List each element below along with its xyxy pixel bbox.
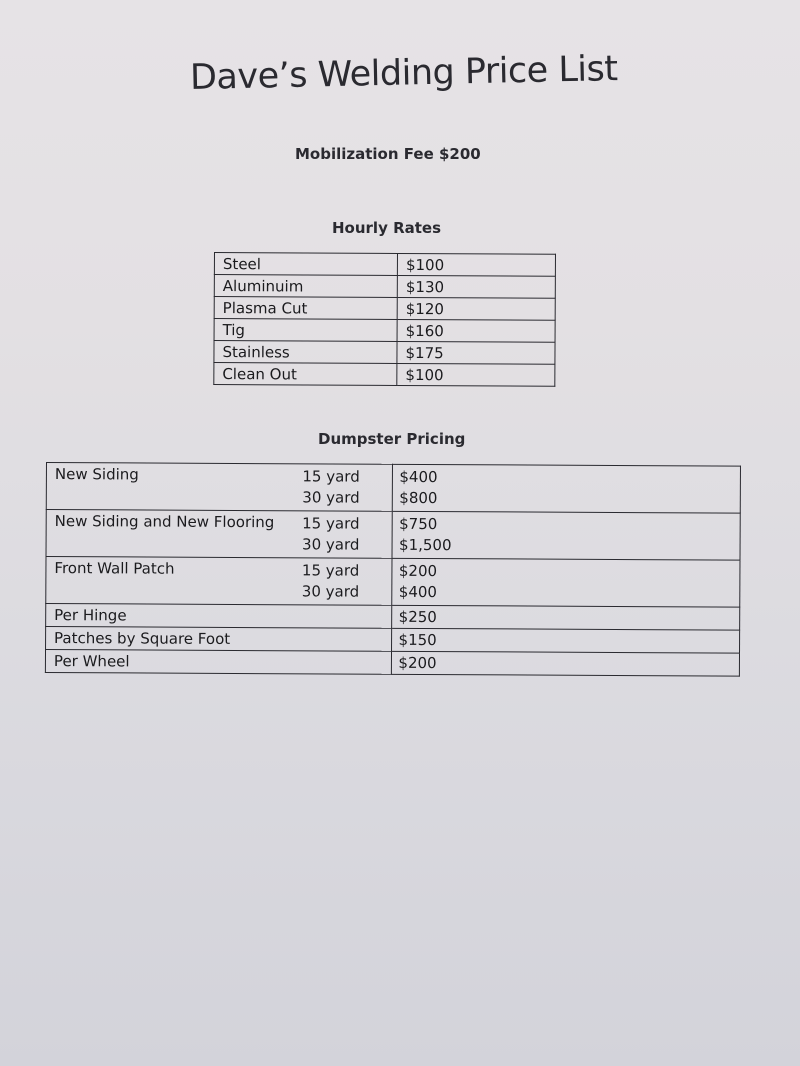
mobilization-fee: Mobilization Fee $200 <box>295 145 481 163</box>
rate-price: $130 <box>397 275 555 298</box>
dumpster-size: 30 yard <box>302 535 360 554</box>
table-row <box>46 463 740 514</box>
dumpster-price: $400 <box>399 467 438 487</box>
dumpster-size: 30 yard <box>302 488 360 507</box>
table-row <box>214 363 555 387</box>
dumpster-label: New Siding and New Flooring <box>46 510 392 559</box>
dumpster-price: $1,500 <box>399 535 452 555</box>
table-row <box>214 341 555 365</box>
table-row <box>45 650 739 677</box>
table-row <box>214 253 555 277</box>
dumpster-price-cell <box>392 511 740 560</box>
dumpster-pricing-heading: Dumpster Pricing <box>318 430 466 448</box>
table-row <box>46 510 740 561</box>
rate-label: Tig <box>214 319 397 342</box>
rate-price: $175 <box>397 341 555 364</box>
rate-price: $160 <box>397 319 555 342</box>
rate-price: $120 <box>397 297 555 320</box>
rate-label: Plasma Cut <box>214 297 397 320</box>
page-title: Dave’s Welding Price List <box>189 49 618 98</box>
table-row <box>214 297 555 321</box>
dumpster-price: $150 <box>392 628 740 653</box>
dumpster-price: $750 <box>399 514 438 534</box>
dumpster-price: $250 <box>392 605 740 630</box>
dumpster-label: Per Wheel <box>45 650 391 675</box>
dumpster-size: 15 yard <box>301 561 360 580</box>
dumpster-label: New Siding <box>46 463 392 512</box>
hourly-rates-table <box>213 252 556 387</box>
dumpster-price: $400 <box>398 582 438 602</box>
dumpster-price: $800 <box>399 488 438 508</box>
dumpster-size: 30 yard <box>301 582 360 601</box>
rate-label: Stainless <box>214 341 397 364</box>
dumpster-size: 15 yard <box>302 514 360 533</box>
table-row <box>214 275 555 299</box>
dumpster-label: Per Hinge <box>46 604 392 629</box>
rate-label: Steel <box>214 253 397 276</box>
dumpster-price: $200 <box>398 561 438 581</box>
dumpster-label: Patches by Square Foot <box>46 627 392 652</box>
hourly-rates-heading: Hourly Rates <box>332 219 442 237</box>
rate-label: Aluminuim <box>214 275 397 298</box>
dumpster-size: 15 yard <box>302 467 360 486</box>
dumpster-price-cell <box>393 464 741 513</box>
rate-label: Clean Out <box>214 363 397 386</box>
dumpster-price-cell <box>392 558 740 607</box>
dumpster-label: Front Wall Patch <box>46 557 392 606</box>
rate-price: $100 <box>397 253 555 276</box>
rate-price: $100 <box>397 363 555 386</box>
dumpster-pricing-table <box>45 462 741 677</box>
table-row <box>214 319 555 343</box>
dumpster-price: $200 <box>392 651 740 676</box>
table-row <box>46 557 740 608</box>
